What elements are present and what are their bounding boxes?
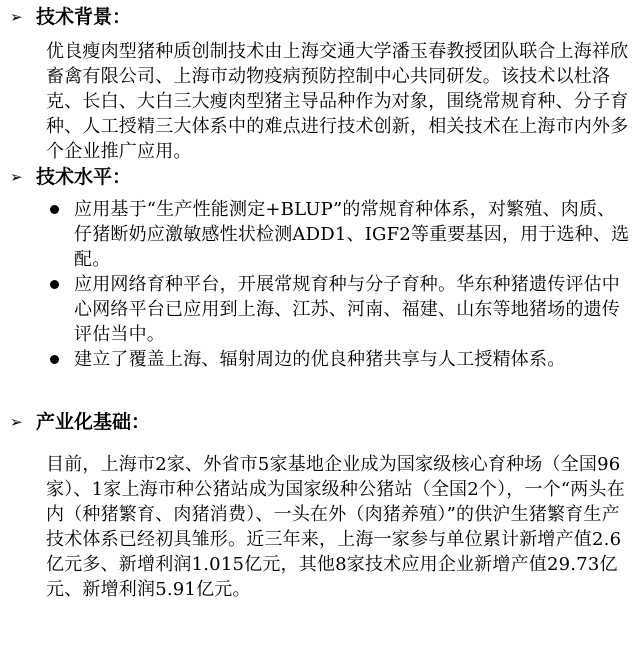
bullet-dot-icon [50,205,59,214]
technology-level-list [44,197,632,372]
list-item-text: 应用基于“生产性能测定+BLUP”的常规育种体系，对繁殖、肉质、仔猪断奶应激敏感性状检测ADD1、IGF2等重要基因，用于选种、选配。 [74,199,630,270]
arrowhead-icon: ➢ [10,168,23,186]
list-item-text: 建立了覆盖上海、辐射周边的优良种猪共享与人工授精体系。 [74,349,566,370]
section-heading-background [10,5,131,29]
list-item-text: 应用网络育种平台，开展常规育种与分子育种。华东种猪遗传评估中心网络平台已应用到上海、江苏、河南、福建、山东等地猪场的遗传评估当中。 [74,274,620,345]
section-heading-level [10,165,131,189]
heading-text: 产业化基础： [36,411,151,433]
industrialization-paragraph: 目前，上海市2家、外省市5家基地企业成为国家级核心育种场（全国96家）、1家上海市种公猪站成为国家级种公猪站（全国2个），一个“两头在内（种猪繁育、肉猪消费）、一头在外（肉猪养殖）”的供沪生猪繁育生产技术体系已经初具雏形。近三年来，上海一家参与单位累计新增产值2.6亿元多、新增利润1.015亿元，其他8家技术应用企业新增产值29.73亿元、新增利润5.91亿元。 [46,454,625,600]
arrowhead-icon: ➢ [10,413,23,431]
list-item [44,347,632,372]
background-paragraph: 优良瘦肉型猪种质创制技术由上海交通大学潘玉春教授团队联合上海祥欣畜禽有限公司、上海市动物疫病预防控制中心共同研发。该技术以杜洛克、长白、大白三大瘦肉型猪主导品种作为对象，围绕常规育种、分子育种、人工授精三大体系中的难点进行技术创新，相关技术在上海市内外多个企业推广应用。 [46,41,629,162]
list-item [44,197,632,272]
bullet-dot-icon [50,280,59,289]
heading-text: 技术背景： [36,6,132,28]
section-heading-industrialization [10,410,150,434]
list-item [44,272,632,347]
heading-text: 技术水平： [36,166,132,188]
arrowhead-icon: ➢ [10,8,23,26]
bullet-dot-icon [50,355,59,364]
